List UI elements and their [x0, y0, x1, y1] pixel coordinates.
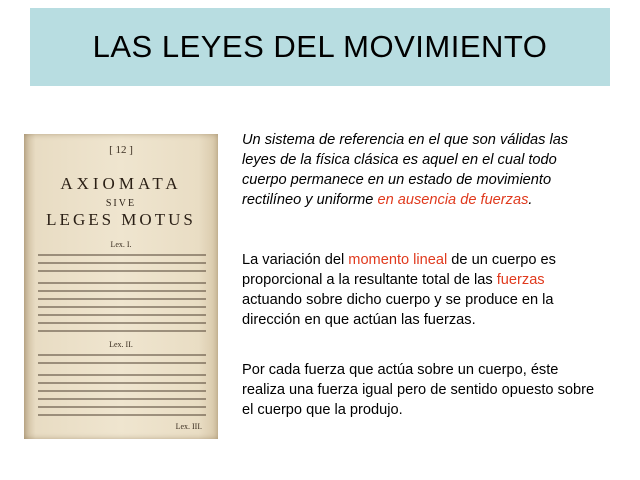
p1-text-b: . — [528, 192, 533, 208]
book-text-line — [38, 282, 206, 284]
book-text-line — [38, 330, 206, 332]
book-page-number: [ 12 ] — [109, 144, 133, 156]
book-page-image — [24, 134, 218, 439]
book-text-line — [38, 406, 206, 408]
paragraph-third-law — [242, 360, 602, 420]
book-text-line — [38, 306, 206, 308]
slide-title: LAS LEYES DEL MOVIMIENTO — [92, 29, 548, 64]
text-column — [242, 130, 602, 418]
book-heading-sive: SIVE — [105, 198, 137, 209]
p2-text-c: actuando sobre dicho cuerpo y se produce en la dirección en que actúan las fuerzas. — [242, 292, 554, 328]
book-text-line — [38, 298, 206, 300]
p2-highlight-momento: momento lineal — [348, 252, 448, 268]
book-text-line — [38, 262, 206, 264]
book-text-line — [38, 362, 206, 364]
book-lex-1: Lex. I. — [110, 240, 132, 249]
book-text-line — [38, 390, 206, 392]
book-lex-3: Lex. III. — [175, 422, 202, 431]
p1-highlight: en ausencia de fuerzas — [377, 192, 529, 208]
p2-text-a: La variación del — [242, 252, 349, 268]
book-text-line — [38, 322, 206, 324]
paragraph-first-law — [242, 130, 602, 210]
book-heading-leges-motus: LEGES MOTUS — [46, 210, 196, 229]
book-lex-2: Lex. II. — [109, 340, 133, 349]
book-heading-axiomata: AXIOMATA — [60, 174, 182, 193]
book-text-line — [38, 374, 206, 376]
p2-highlight-fuerzas: fuerzas — [496, 272, 545, 288]
book-text-line — [38, 270, 206, 272]
book-text-line — [38, 314, 206, 316]
p1-text-a: Un sistema de referencia en el que son válidas las leyes de la física clásica es aquel en el cual todo cuerpo permanece en un estado de movimiento rectilíneo y uniforme — [242, 132, 569, 208]
p3-text-a: Por cada fuerza que actúa sobre un cuerpo, éste realiza una fuerza igual pero de sentido opuesto sobre el cuerpo que la produjo. — [242, 362, 595, 418]
book-text-line — [38, 290, 206, 292]
book-text-line — [38, 414, 206, 416]
book-text-line — [38, 354, 206, 356]
title-band — [30, 8, 610, 86]
book-text-line — [38, 254, 206, 256]
book-text-line — [38, 398, 206, 400]
book-text-line — [38, 382, 206, 384]
p2-text-b: de un cuerpo es proporcional a la resultante total de las — [242, 252, 556, 288]
paragraph-second-law — [242, 250, 602, 330]
